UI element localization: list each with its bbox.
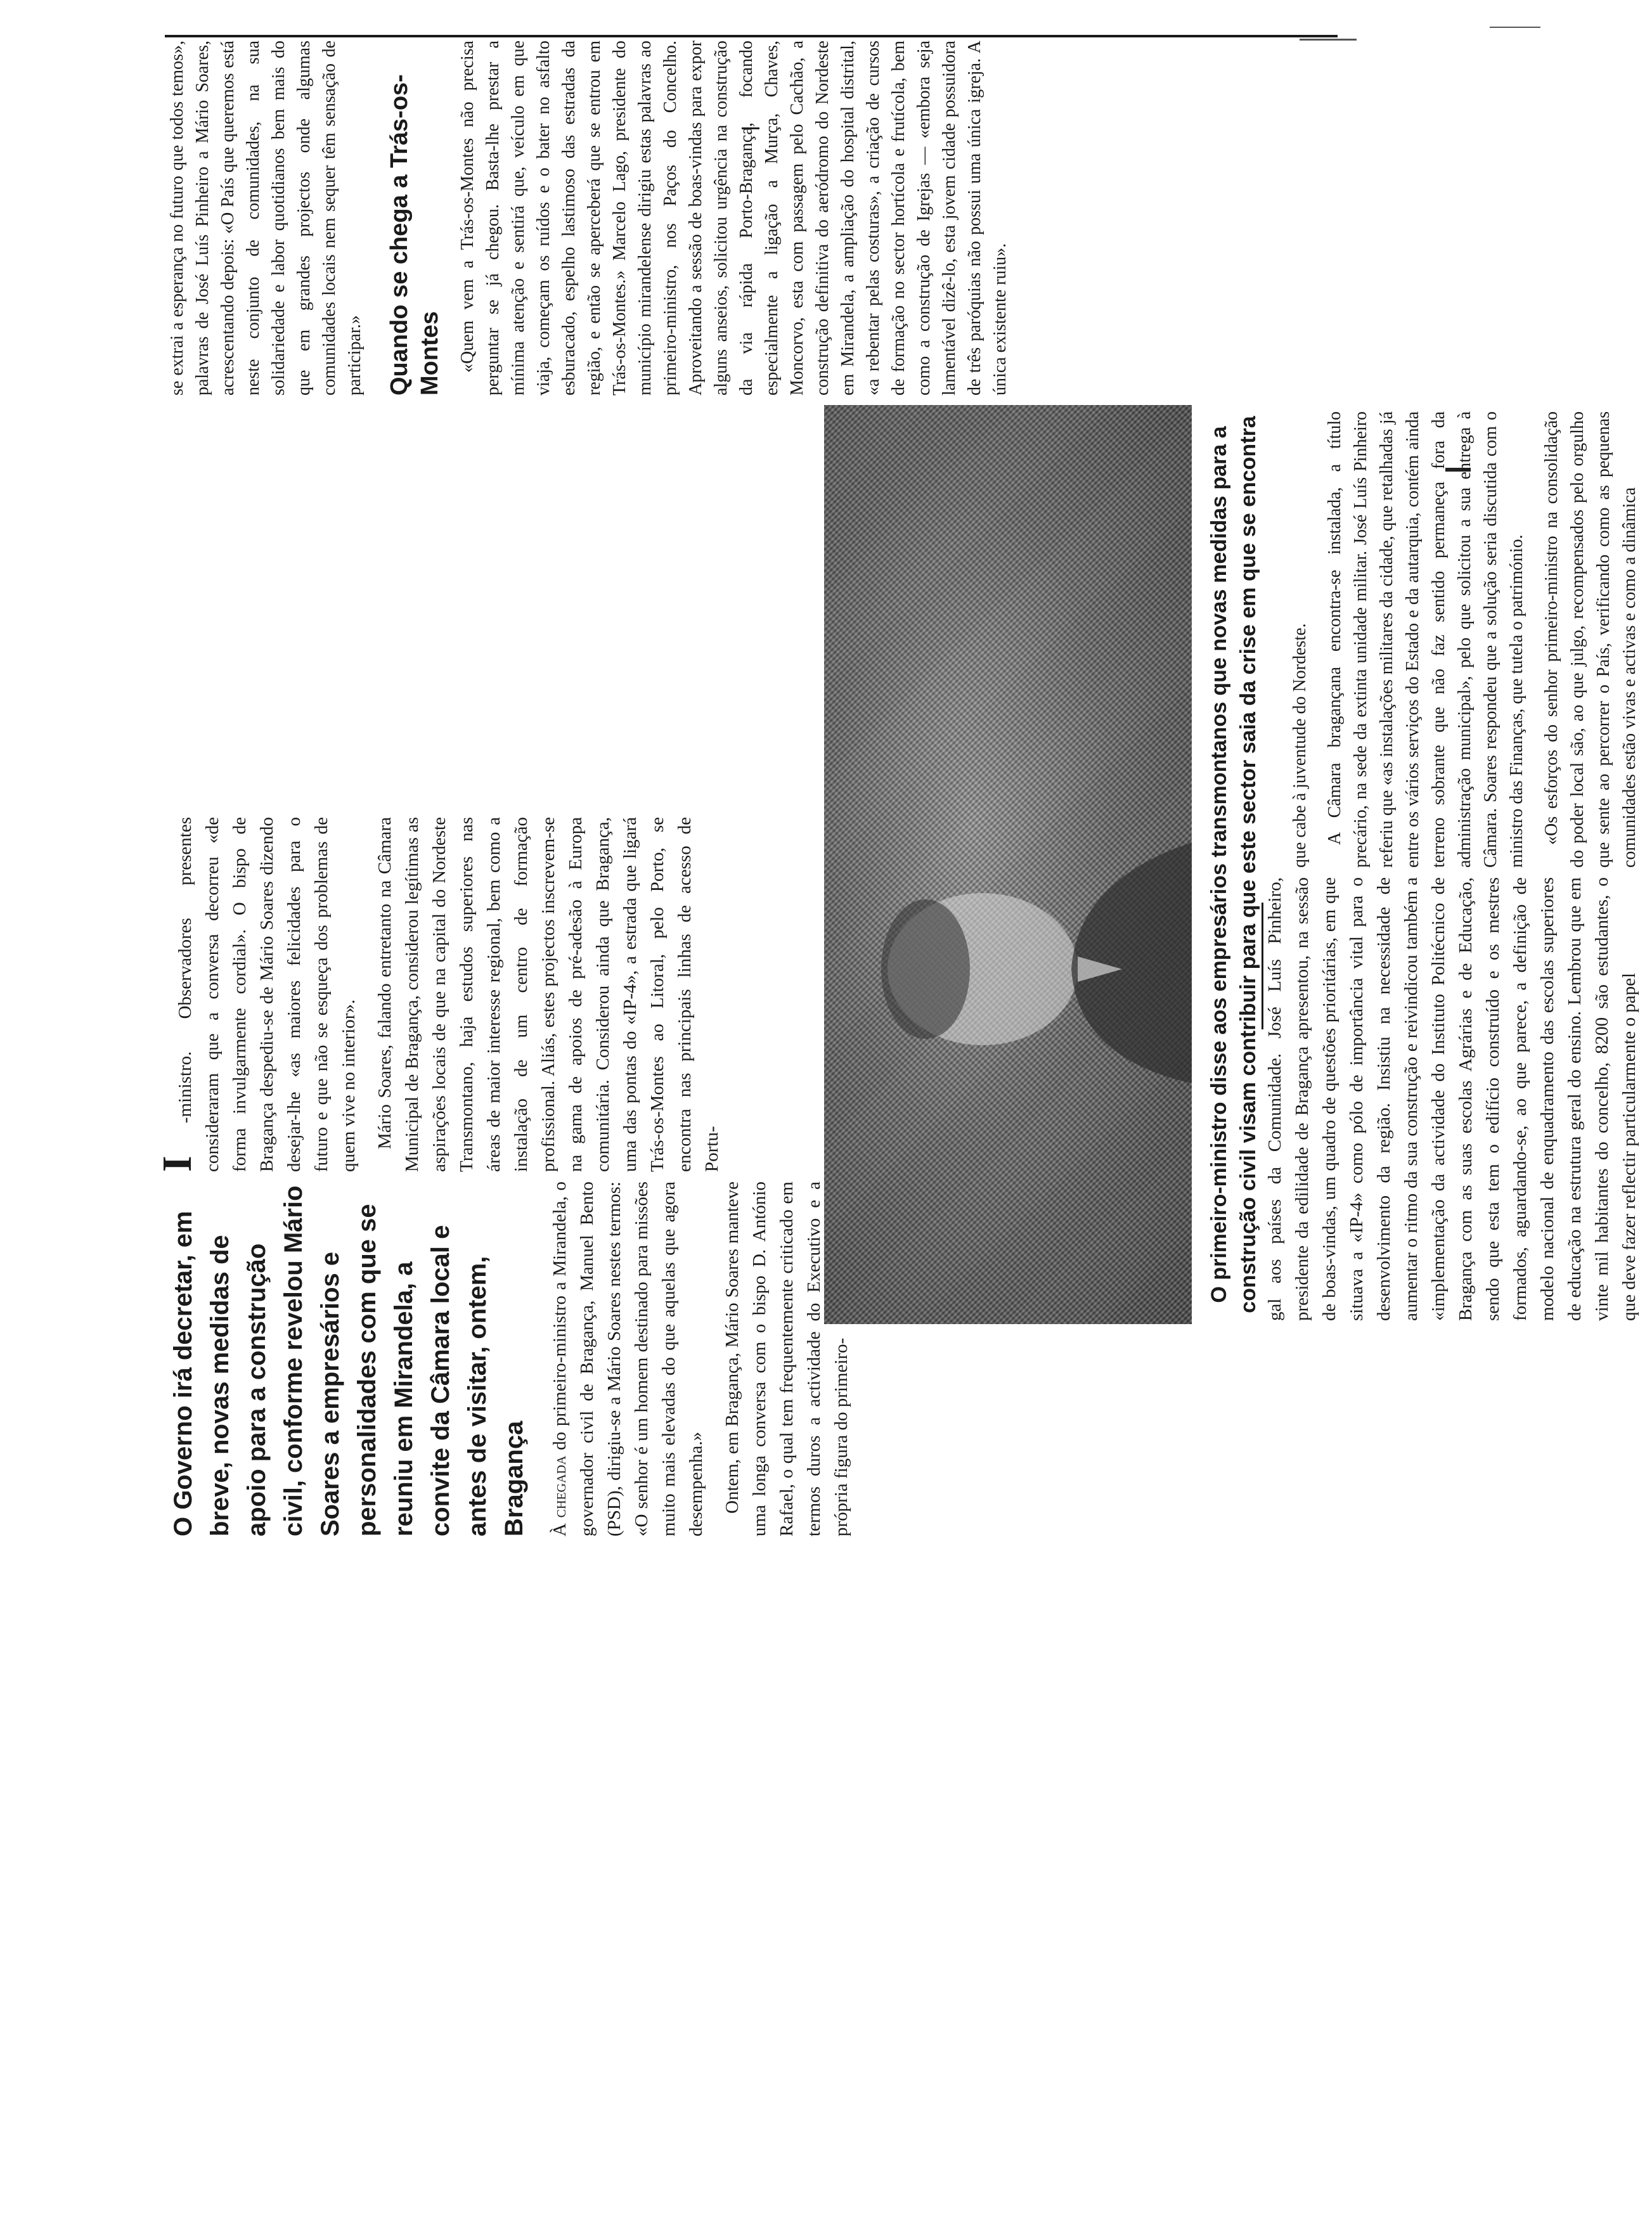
- section-subheading: Quando se chega a Trás-os-Montes: [386, 74, 443, 396]
- article-column-1: [165, 1181, 864, 1536]
- article-column-3: [1262, 877, 1652, 1321]
- paragraph: «Quem vem a Trás-os-Montes não precisa perguntar se já chegou. Basta-lhe prestar a mínima atenção e sentirá que, veículo em que viaja, começam os ruídos e o bater no asfalto esburacado, espelho lastimoso das estradas da região, e então se aperceberá que se entrou em Trás-os-Montes.» Marcelo Lago, presidente do município mirandelense dirigiu estas palavras ao primeiro-ministro, nos Paços do Concelho. Aproveitando a sessão de boas-vindas para expor alguns anseios, solicitou urgência na construção da via rápida Porto-Bragança, focando especialmente a ligação a Murça, Chaves, Moncorvo, esta com passagem pelo Cachão, a construção definitiva do aeródromo do Nordeste em Mirandela, a ampliação do hospital distrital, «a rebentar pelas costuras», a criação de cursos de formação no sector hortícola e frutícola, bem como a construção de Igrejas — «embora seja lamentável dizê-lo, esta jovem cidade possuidora de três paróquias não possui uma única igreja. A única existente ruiu».: [458, 41, 1010, 396]
- paragraph: «Os esforços do senhor primeiro-ministro na consolidação do poder local são, ao que julgo, recompensados pelo orgulho que sente ao percorrer o País, verificando como as pequenas comunidades estão vivas e activas e como a dinâmica: [1542, 411, 1639, 868]
- news-photo: [824, 405, 1192, 1324]
- photo-caption: O primeiro-ministro disse aos empresários transmontanos que novas medidas para a construção civil visam contribuir para que este sector saia da crise em que se encontra: [1207, 416, 1260, 1313]
- paragraph: se extrai a esperança no futuro que todos temos», palavras de José Luís Pinheiro a Mário Soares, acrescentando depois: «O País que queremos está neste conjunto de comunidades, na sua solidariedade e labor quotidianos bem mais do que em grandes projectos onde algumas comunidades locais nem sequer têm sensação de participar.»: [167, 41, 365, 396]
- article-column-5: [165, 41, 1022, 396]
- article-dek: O Governo irá decretar, em breve, novas medidas de apoio para a construção civil, conforme revelou Mário Soares a empresários e personalidades com que se reuniu em Mirandela, a convite da Câmara local e antes de visitar, ontem, Bragança: [169, 1185, 528, 1536]
- drop-initial: I: [154, 1156, 200, 1172]
- article-column-4: [1287, 411, 1651, 868]
- paragraph: A Câmara bragançana encontra-se instalada, a título precário, na sede da extinta unidade militar. José Luís Pinheiro referiu que «as instalações militares da cidade, que retalhadas já entre os vários serviços do Estado e da autarquia, contém ainda terreno sobrante que não faz sentido permaneça fora da administração municipal», pelo que solicitou a sua entrega à Câmara. Soares respondeu que a solução seria discutida com o ministro das Finanças, que tutela o património.: [1325, 411, 1526, 868]
- paragraph: gal aos países da Comunidade. José Luís Pinheiro, presidente da edilidade de Bragança apresentou, na sessão de boas-vindas, um quadro de questões prioritárias, em que situava a «IP-4» como pólo de importância vital para o desenvolvimento da região. Insistiu na necessidade de aumentar o ritmo da sua construção e reivindicou também a «implementação da actividade do Instituto Politécnico de Bragança com as suas escolas Agrárias e de Educação, sendo que esta tem o edifício construído e os mestres formados, aguardando-se, ao que parece, a definição de modelo nacional de enquadramento das escolas superiores de educação na estrutura geral do ensino. Lembrou que em vinte mil habitantes do concelho, 8200 são estudantes, o que deve fazer reflectir particularmente o papel: [1265, 877, 1639, 1321]
- paragraph: Ontem, em Bragança, Mário Soares manteve uma longa conversa com o bispo D. António Rafael, o qual tem frequentemente criticado em termos duros a actividade do Executivo e a própria figura do primeiro-: [722, 1181, 851, 1536]
- portrait-figure: [824, 405, 1192, 1324]
- article-column-2: [154, 817, 735, 1172]
- column-rule: [165, 35, 1338, 37]
- scan-artifact: [1490, 27, 1540, 28]
- paragraph: do primeiro-ministro a Mirandela, o governador civil de Bragança, Manuel Bento (PSD), dirigiu-se a Mário Soares nestes termos: «O senhor é um homem destinado para missões muito mais elevadas do que aquelas que agora desempenha.»: [550, 1181, 706, 1536]
- lead-in: À chegada: [550, 1455, 570, 1536]
- paragraph: que cabe à juventude do Nordeste.: [1290, 623, 1310, 868]
- paragraph: Mário Soares, falando entretanto na Câmara Municipal de Bragança, considerou legítimas as aspirações locais de que na capital do Nordeste Transmontano, haja estudos superiores nas áreas de maior interesse regional, bem como a instalação de um centro de formação profissional. Aliás, estes projectos inscrevem-se na gama de apoios de pré-adesão à Europa comunitária. Considerou ainda que Bragança, uma das pontas do «IP-4», a estrada que ligará Trás-os-Montes ao Litoral, pelo Porto, se encontra nas principais linhas de acesso de Portu-: [375, 817, 722, 1172]
- paragraph: -ministro. Observadores presentes consideraram que a conversa decorreu «de forma invulgarmente cordial». O bispo de Bragança despediu-se de Mário Soares dizendo desejar-lhe «as maiores felicidades para o futuro e que não se esqueça dos problemas de quem vive no interior».: [175, 817, 359, 1172]
- scan-artifact: [1300, 39, 1357, 41]
